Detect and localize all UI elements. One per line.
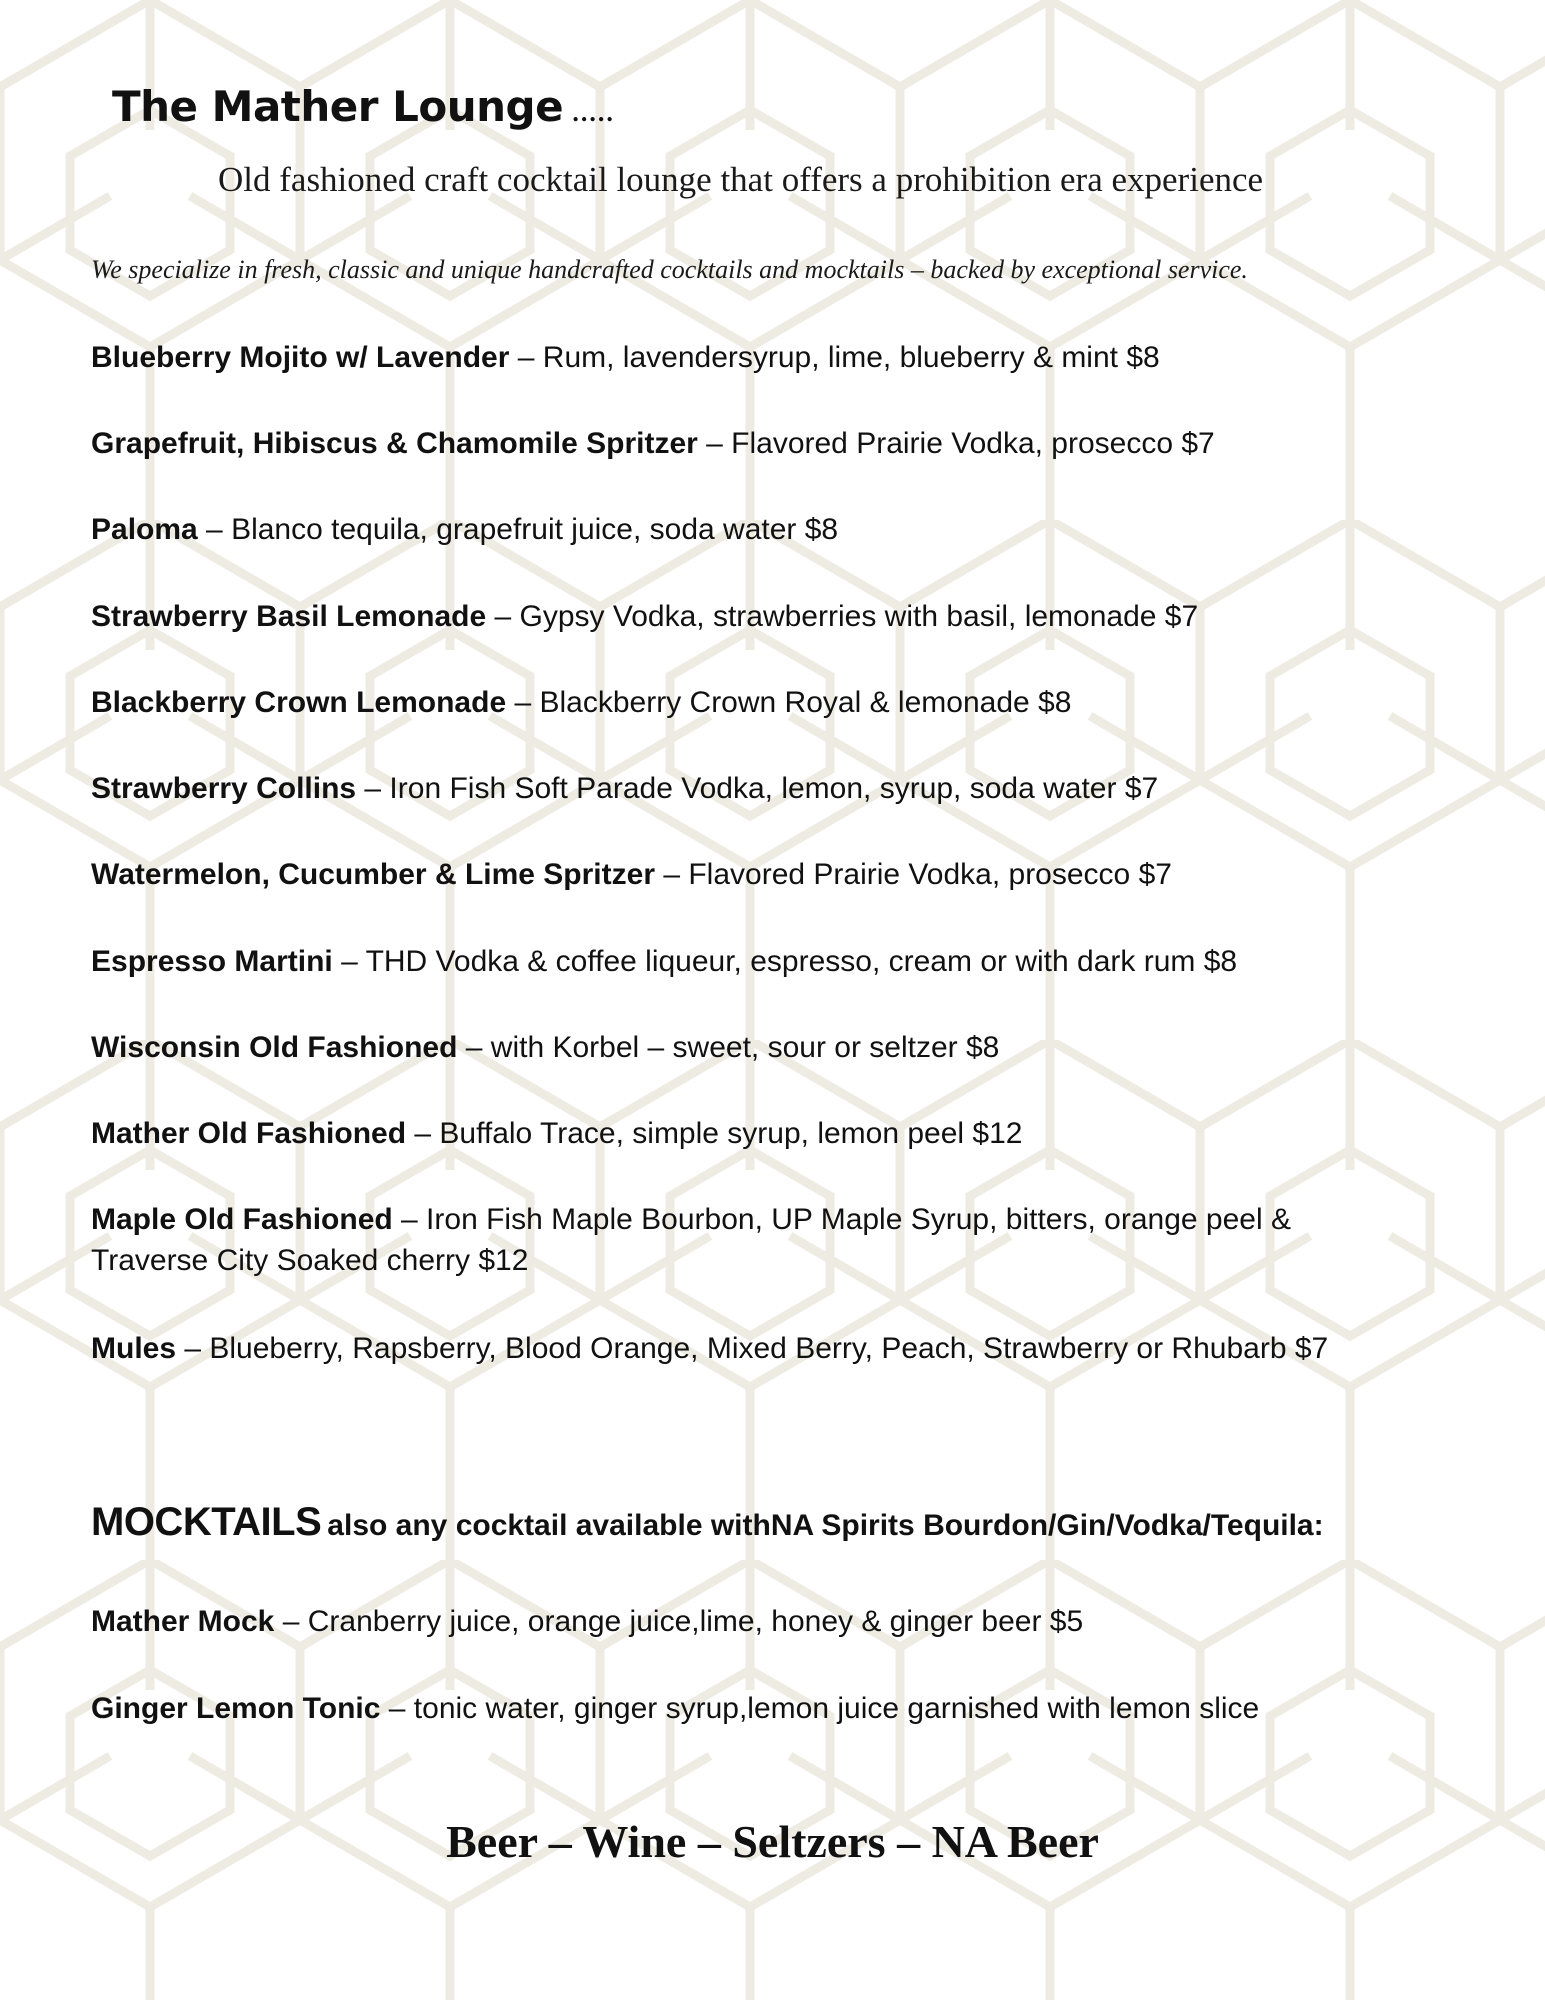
menu-item-description: – Flavored Prairie Vodka, prosecco $7 [655, 858, 1172, 891]
menu-item-description: – Blueberry, Rapsberry, Blood Orange, Mixed Berry, Peach, Strawberry or Rhubarb $7 [176, 1332, 1329, 1365]
menu-item [91, 1113, 1022, 1154]
menu-item-description: – Gypsy Vodka, strawberries with basil, lemonade $7 [486, 600, 1199, 633]
menu-item [91, 1199, 1291, 1281]
title-text: The Mather Lounge [112, 82, 564, 131]
title-dots: ..... [571, 89, 614, 129]
menu-item-name: Mules [91, 1332, 177, 1365]
menu-item [91, 337, 1160, 378]
tagline: Old fashioned craft cocktail lounge that offers a prohibition era experience [218, 160, 1264, 199]
footer-drinks-line: Beer – Wine – Seltzers – NA Beer [446, 1816, 1099, 1867]
menu-item-description: – THD Vodka & coffee liqueur, espresso, cream or with dark rum $8 [332, 945, 1238, 978]
mocktails-title: MOCKTAILS [91, 1500, 322, 1544]
menu-item-name: Blueberry Mojito w/ Lavender [91, 341, 510, 374]
menu-item-name: Grapefruit, Hibiscus & Chamomile Spritzer [91, 427, 698, 460]
menu-item-name: Mather Mock [91, 1605, 275, 1638]
menu-item-name: Wisconsin Old Fashioned [91, 1031, 458, 1064]
menu-item [91, 423, 1215, 464]
menu-item-name: Watermelon, Cucumber & Lime Spritzer [91, 858, 655, 891]
menu-item-description-continued: Traverse City Soaked cherry $12 [91, 1244, 529, 1277]
menu-item [91, 1027, 999, 1068]
mocktail-item [91, 1688, 1259, 1729]
menu-item [91, 768, 1158, 809]
menu-item-name: Strawberry Collins [91, 772, 357, 805]
mocktail-item [91, 1601, 1083, 1642]
menu-item-description: – with Korbel – sweet, sour or seltzer $8 [457, 1031, 1000, 1064]
menu-item [91, 854, 1172, 895]
menu-item-description: – Flavored Prairie Vodka, prosecco $7 [697, 427, 1215, 460]
menu-item-description: – Iron Fish Soft Parade Vodka, lemon, syrup, soda water $7 [356, 772, 1159, 805]
menu-item-description: – Rum, lavendersyrup, lime, blueberry & mint $8 [509, 341, 1160, 374]
menu-item-name: Mather Old Fashioned [91, 1117, 407, 1150]
menu-item-name: Ginger Lemon Tonic [91, 1692, 381, 1725]
menu-item-description: – Blackberry Crown Royal & lemonade $8 [506, 686, 1072, 719]
menu-item [91, 596, 1198, 637]
menu-item [91, 941, 1237, 982]
mocktails-subtitle: also any cocktail available withNA Spirits Bourdon/Gin/Vodka/Tequila: [327, 1509, 1324, 1542]
menu-item-name: Blackberry Crown Lemonade [91, 686, 507, 719]
page-title [112, 82, 614, 131]
menu-item-description: – Buffalo Trace, simple syrup, lemon peel $12 [406, 1117, 1023, 1150]
menu-item [91, 509, 838, 550]
menu-item-description: – tonic water, ginger syrup,lemon juice garnished with lemon slice [380, 1692, 1260, 1725]
mocktails-heading [91, 1500, 1324, 1545]
menu-item-description: – Cranberry juice, orange juice,lime, honey & ginger beer $5 [274, 1605, 1084, 1638]
menu-item-name: Strawberry Basil Lemonade [91, 600, 487, 633]
specialty-statement: We specialize in fresh, classic and unique handcrafted cocktails and mocktails – backed by exceptional service. [91, 255, 1248, 284]
menu-item-description: – Iron Fish Maple Bourbon, UP Maple Syrup, bitters, orange peel & [392, 1203, 1291, 1236]
menu-item [91, 1328, 1328, 1369]
menu-item-description: – Blanco tequila, grapefruit juice, soda water $8 [197, 513, 839, 546]
menu-item-name: Espresso Martini [91, 945, 333, 978]
menu-item [91, 682, 1071, 723]
menu-item-name: Paloma [91, 513, 198, 546]
menu-item-name: Maple Old Fashioned [91, 1203, 393, 1236]
